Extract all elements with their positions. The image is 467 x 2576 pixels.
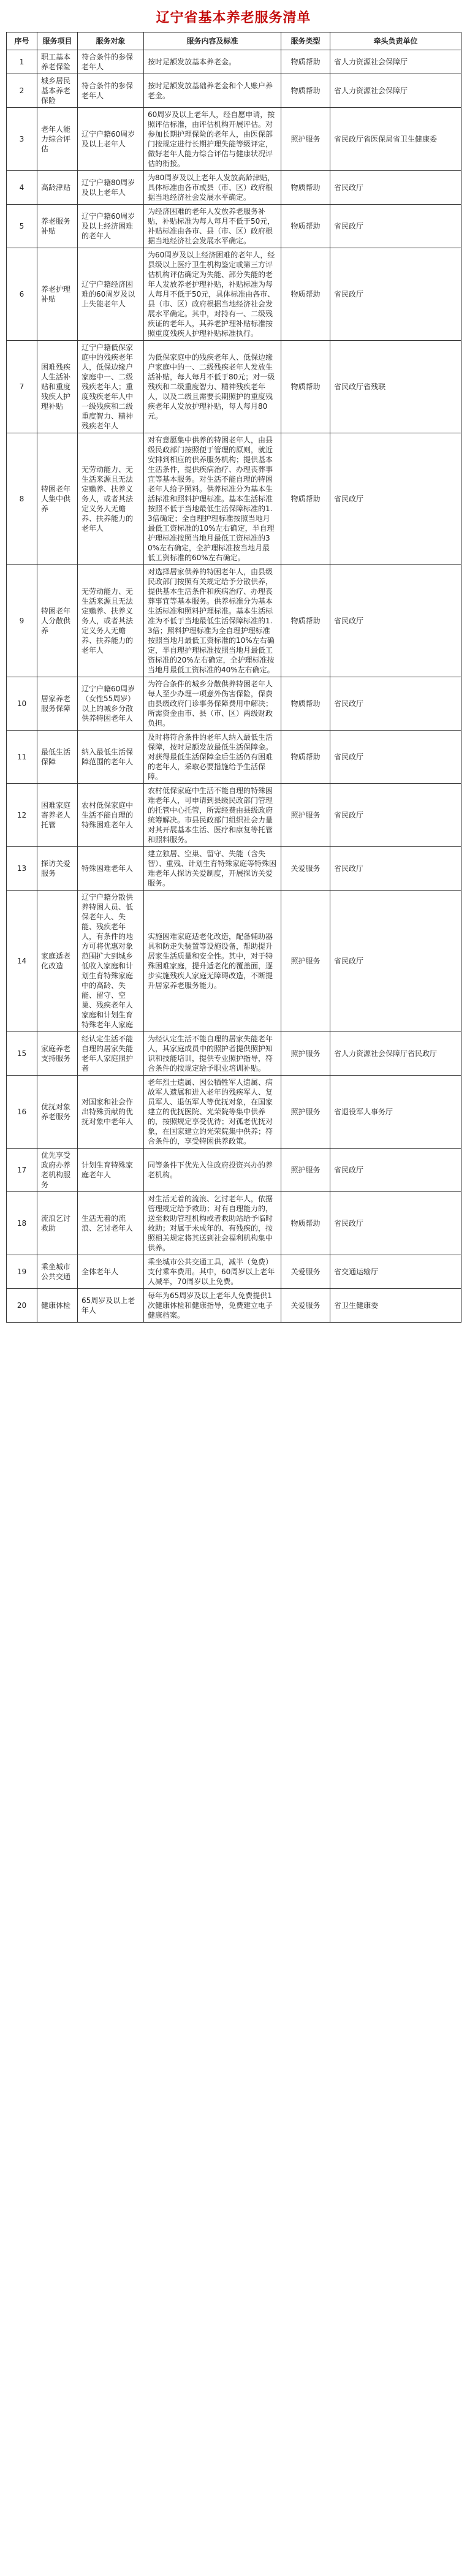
cell-object: 生活无着的流浪、乞讨老年人	[78, 1192, 144, 1255]
cell-no: 16	[7, 1076, 37, 1149]
table-row	[7, 205, 461, 248]
col-header-dept: 牵头负责单位	[330, 32, 461, 50]
cell-type: 照护服务	[281, 784, 330, 847]
cell-item: 城乡居民基本养老保险	[37, 74, 78, 108]
page-title: 辽宁省基本养老服务清单	[156, 10, 311, 26]
table-row	[7, 784, 461, 847]
cell-object: 全体老年人	[78, 1255, 144, 1289]
cell-content: 为经认定生活不能自理的居家失能老年人，其家庭成员中的照护者提供照护知识和技能培训，提供专业照护指导，符合条件的按规定给予职业培训补贴。	[144, 1032, 281, 1076]
cell-no: 12	[7, 784, 37, 847]
cell-dept: 省民政厅	[330, 1192, 461, 1255]
col-header-type: 服务类型	[281, 32, 330, 50]
cell-item: 高龄津贴	[37, 171, 78, 205]
cell-dept: 省民政厅	[330, 731, 461, 784]
cell-item: 居家养老服务保障	[37, 677, 78, 731]
table-row	[7, 1289, 461, 1323]
cell-no: 20	[7, 1289, 37, 1323]
cell-type: 照护服务	[281, 1149, 330, 1192]
cell-item: 特困老年人集中供养	[37, 433, 78, 565]
cell-object: 纳入最低生活保障范围的老年人	[78, 731, 144, 784]
cell-dept: 省卫生健康委	[330, 1289, 461, 1323]
cell-item: 养老服务补贴	[37, 205, 78, 248]
cell-type: 关爱服务	[281, 847, 330, 891]
cell-no: 11	[7, 731, 37, 784]
cell-type: 物质帮助	[281, 205, 330, 248]
table-row	[7, 677, 461, 731]
cell-no: 4	[7, 171, 37, 205]
cell-no: 17	[7, 1149, 37, 1192]
cell-item: 职工基本养老保险	[37, 50, 78, 74]
cell-item: 困难残疾人生活补贴和重度残疾人护理补贴	[37, 341, 78, 433]
cell-item: 探访关爱服务	[37, 847, 78, 891]
cell-no: 5	[7, 205, 37, 248]
cell-dept: 省民政厅	[330, 1149, 461, 1192]
cell-no: 1	[7, 50, 37, 74]
cell-item: 流浪乞讨救助	[37, 1192, 78, 1255]
cell-type: 关爱服务	[281, 1289, 330, 1323]
cell-dept: 省交通运输厅	[330, 1255, 461, 1289]
cell-content: 老年烈士遗属、因公牺牲军人遗属、病故军人遗属和进入老年的残疾军人、复员军人、退伍军人等优抚对象，在国家建立的优抚医院、光荣院等集中供养的，按照规定享受优待；对孤老优抚对象，在国家建立的光荣院集中供养；符合条件的，享受特困供养政策。	[144, 1076, 281, 1149]
cell-content: 对选择居家供养的特困老年人，由县级民政部门按照有关规定给予分散供养，提供基本生活条件和疾病治疗、办理丧葬事宜等基本服务。供养标准分为基本生活标准和照料护理标准。基本生活标准为不低于当地最低生活保障标准的1.3倍；照料护理标准为全自理护理标准按照当地月最低工资标准的10%左右确定，半自理护理标准按照当地月最低工资标准的20%左右确定，全护理标准按当地月最低工资标准的40%左右确定。	[144, 565, 281, 677]
cell-dept: 省民政厅	[330, 205, 461, 248]
cell-object: 辽宁户籍60周岁及以上经济困难的老年人	[78, 205, 144, 248]
cell-object: 辽宁户籍60周岁及以上老年人	[78, 108, 144, 171]
cell-no: 13	[7, 847, 37, 891]
cell-item: 家庭适老化改造	[37, 891, 78, 1032]
cell-type: 照护服务	[281, 108, 330, 171]
service-list-table	[6, 32, 461, 1323]
table-row	[7, 891, 461, 1032]
table-row	[7, 1192, 461, 1255]
cell-object: 对国家和社会作出特殊贡献的优抚对象中老年人	[78, 1076, 144, 1149]
page	[6, 0, 461, 1323]
cell-object: 符合条件的参保老年人	[78, 74, 144, 108]
cell-content: 及时将符合条件的老年人纳入最低生活保障，按时足额发放最低生活保障金。对获得最低生活保障金后生活仍有困难的老年人，采取必要措施给予生活保障。	[144, 731, 281, 784]
cell-no: 10	[7, 677, 37, 731]
cell-type: 物质帮助	[281, 731, 330, 784]
table-row	[7, 1255, 461, 1289]
cell-type: 物质帮助	[281, 50, 330, 74]
cell-dept: 省民政厅	[330, 677, 461, 731]
cell-item: 优抚对象养老服务	[37, 1076, 78, 1149]
cell-no: 8	[7, 433, 37, 565]
cell-object: 辽宁户籍低保家庭中的残疾老年人，低保边缘户家庭中一、二级残疾老年人；重度残疾老年人中一级残疾和二级重度智力、精神残疾老年人	[78, 341, 144, 433]
cell-type: 物质帮助	[281, 433, 330, 565]
cell-dept: 省民政厅	[330, 847, 461, 891]
cell-dept: 省民政厅	[330, 433, 461, 565]
col-header-content: 服务内容及标准	[144, 32, 281, 50]
cell-content: 按时足额发放基本养老金。	[144, 50, 281, 74]
cell-content: 对有意愿集中供养的特困老年人，由县级民政部门按照便于管理的原则，就近安排到相应的供养服务机构；提供基本生活条件，提供疾病治疗、办理丧葬事宜等基本服务。对生活不能自理的特困老年人给予照料。供养标准分为基本生活标准和照料护理标准。基本生活标准按照不低于当地最低生活保障标准的1.3倍确定；全自理护理标准按照当地月最低工资标准的10%左右确定，半自理护理标准按照当地月最低工资标准的30%左右确定，全护理标准按当地月最低工资标准的60%左右确定。	[144, 433, 281, 565]
cell-no: 18	[7, 1192, 37, 1255]
cell-content: 为60周岁及以上经济困难的老年人，经县级以上医疗卫生机构鉴定或第三方评估机构评估确定为失能、部分失能的老年人发放养老护理补贴，补贴标准为每人每月不低于50元，具体标准由各市、县（市、区）政府根据当地经济社会发展水平确定。其中，对持有一、二级残疾证的老年人，其养老护理补贴标准按照重度残疾人护理补贴标准执行。	[144, 248, 281, 341]
cell-no: 15	[7, 1032, 37, 1076]
cell-object: 65周岁及以上老年人	[78, 1289, 144, 1323]
cell-object: 农村低保家庭中生活不能自理的特殊困难老年人	[78, 784, 144, 847]
table-row	[7, 341, 461, 433]
cell-dept: 省人力资源社会保障厅	[330, 74, 461, 108]
cell-object: 无劳动能力、无生活来源且无法定赡养、扶养义务人，或者其法定义务人无赡养、扶养能力的老年人	[78, 565, 144, 677]
cell-content: 为经济困难的老年人发放养老服务补贴，补贴标准为每人每月不低于50元，补贴标准由各市、县（市、区）政府根据当地经济社会发展水平确定。	[144, 205, 281, 248]
cell-dept: 省人力资源社会保障厅	[330, 50, 461, 74]
cell-object: 辽宁户籍分散供养特困人员、低保老年人、失能、残疾老年人，有条件的地方可将优惠对象范围扩大到城乡低收入家庭和计划生育特殊家庭中的高龄、失能、留守、空巢、残疾老年人家庭和计划生育特殊老年人家庭	[78, 891, 144, 1032]
table-row	[7, 433, 461, 565]
cell-dept: 省民政厅省医保局省卫生健康委	[330, 108, 461, 171]
cell-type: 照护服务	[281, 1032, 330, 1076]
cell-content: 60周岁及以上老年人，经自愿申请，按照评估标准，由评估机构开展评估。对参加长期护理保险的老年人，由医保部门按规定进行长期护理失能等级评定，做好老年人能力综合评估与健康状况评估的衔接。	[144, 108, 281, 171]
col-header-object: 服务对象	[78, 32, 144, 50]
table-row	[7, 50, 461, 74]
cell-content: 农村低保家庭中生活不能自理的特殊困难老年人，可申请到县级民政部门管理的托管中心托管，所需经费由县级政府统筹解决。市县民政部门组织社会力量对其开展基本生活、医疗和康复等托管和照料服务。	[144, 784, 281, 847]
cell-dept: 省民政厅	[330, 248, 461, 341]
table-row	[7, 565, 461, 677]
cell-content: 对生活无着的流浪、乞讨老年人，依据管理规定给予救助；对有自理能力的，送至救助管理机构或者救助站给予临时救助；对属于未成年的、有残疾的，按照相关规定将其送到社会福利机构集中供养。	[144, 1192, 281, 1255]
cell-object: 辽宁户籍60周岁（女性55周岁）以上的城乡分散供养特困老年人	[78, 677, 144, 731]
cell-dept: 省民政厅	[330, 565, 461, 677]
cell-dept: 省民政厅	[330, 784, 461, 847]
cell-type: 物质帮助	[281, 677, 330, 731]
cell-dept: 省民政厅	[330, 171, 461, 205]
cell-type: 物质帮助	[281, 248, 330, 341]
table-row	[7, 1149, 461, 1192]
cell-item: 健康体检	[37, 1289, 78, 1323]
table-row	[7, 171, 461, 205]
cell-type: 物质帮助	[281, 171, 330, 205]
col-header-no: 序号	[7, 32, 37, 50]
table-row	[7, 731, 461, 784]
table-row	[7, 1076, 461, 1149]
cell-type: 照护服务	[281, 1076, 330, 1149]
cell-dept: 省退役军人事务厅	[330, 1076, 461, 1149]
cell-item: 老年人能力综合评估	[37, 108, 78, 171]
cell-object: 辽宁户籍80周岁及以上老年人	[78, 171, 144, 205]
table-row	[7, 74, 461, 108]
table-row	[7, 847, 461, 891]
cell-no: 3	[7, 108, 37, 171]
cell-type: 照护服务	[281, 891, 330, 1032]
table-row	[7, 108, 461, 171]
cell-item: 最低生活保障	[37, 731, 78, 784]
cell-no: 19	[7, 1255, 37, 1289]
cell-content: 乘坐城市公共交通工具，减半（免费）支付乘车费用。其中，60周岁以上老年人减半，70周岁以上免费。	[144, 1255, 281, 1289]
table-row	[7, 248, 461, 341]
cell-type: 物质帮助	[281, 74, 330, 108]
cell-no: 7	[7, 341, 37, 433]
cell-dept: 省民政厅省残联	[330, 341, 461, 433]
cell-type: 物质帮助	[281, 1192, 330, 1255]
cell-item: 特困老年人分散供养	[37, 565, 78, 677]
cell-content: 为低保家庭中的残疾老年人、低保边缘户家庭中的一、二级残疾老年人发放生活补贴，每人每月不低于80元；对一级残疾和二级重度智力、精神残疾老年人，以及二级且需要长期照护的重度残疾老年人发放护理补贴，每人每月80元。	[144, 341, 281, 433]
cell-item: 家庭养老支持服务	[37, 1032, 78, 1076]
cell-item: 困难家庭寄养老人托管	[37, 784, 78, 847]
cell-content: 为符合条件的城乡分散供养特困老年人每人至少办理一项意外伤害保险，保费由县级政府门诊事务保障费用中解决；所需资金由市、县（市、区）两级财政负担。	[144, 677, 281, 731]
cell-object: 特殊困难老年人	[78, 847, 144, 891]
cell-no: 2	[7, 74, 37, 108]
cell-dept: 省民政厅	[330, 891, 461, 1032]
cell-dept: 省人力资源社会保障厅省民政厅	[330, 1032, 461, 1076]
cell-type: 关爱服务	[281, 1255, 330, 1289]
cell-content: 实施困难家庭适老化改造，配备辅助器具和防走失装置等设施设备，帮助提升居家生活质量和安全性。其中，对于特殊困难家庭，提升适老化的覆盖面，逐步实施残疾人家庭无障碍改造，不断提升居家养老服务能力。	[144, 891, 281, 1032]
cell-object: 计划生育特殊家庭老年人	[78, 1149, 144, 1192]
cell-item: 乘坐城市公共交通	[37, 1255, 78, 1289]
cell-object: 经认定生活不能自理的居家失能老年人家庭照护者	[78, 1032, 144, 1076]
cell-content: 同等条件下优先入住政府投资兴办的养老机构。	[144, 1149, 281, 1192]
table-row	[7, 1032, 461, 1076]
cell-no: 6	[7, 248, 37, 341]
cell-object: 辽宁户籍经济困难的60周岁及以上失能老年人	[78, 248, 144, 341]
cell-content: 按时足额发放基础养老金和个人账户养老金。	[144, 74, 281, 108]
cell-no: 14	[7, 891, 37, 1032]
cell-type: 物质帮助	[281, 341, 330, 433]
cell-content: 建立独居、空巢、留守、失能（含失智）、重残、计划生育特殊家庭等特殊困难老年人探访关爱制度，开展探访关爱服务。	[144, 847, 281, 891]
cell-object: 无劳动能力、无生活来源且无法定赡养、扶养义务人，或者其法定义务人无赡养、扶养能力的老年人	[78, 433, 144, 565]
table-header-row	[7, 32, 461, 50]
cell-object: 符合条件的参保老年人	[78, 50, 144, 74]
cell-no: 9	[7, 565, 37, 677]
cell-content: 每年为65周岁及以上老年人免费提供1次健康体检和健康指导，免费建立电子健康档案。	[144, 1289, 281, 1323]
cell-content: 为80周岁及以上老年人发放高龄津贴，具体标准由各市或县（市、区）政府根据当地经济社会发展水平确定。	[144, 171, 281, 205]
col-header-item: 服务项目	[37, 32, 78, 50]
cell-item: 优先享受政府办养老机构服务	[37, 1149, 78, 1192]
cell-item: 养老护理补贴	[37, 248, 78, 341]
cell-type: 物质帮助	[281, 565, 330, 677]
